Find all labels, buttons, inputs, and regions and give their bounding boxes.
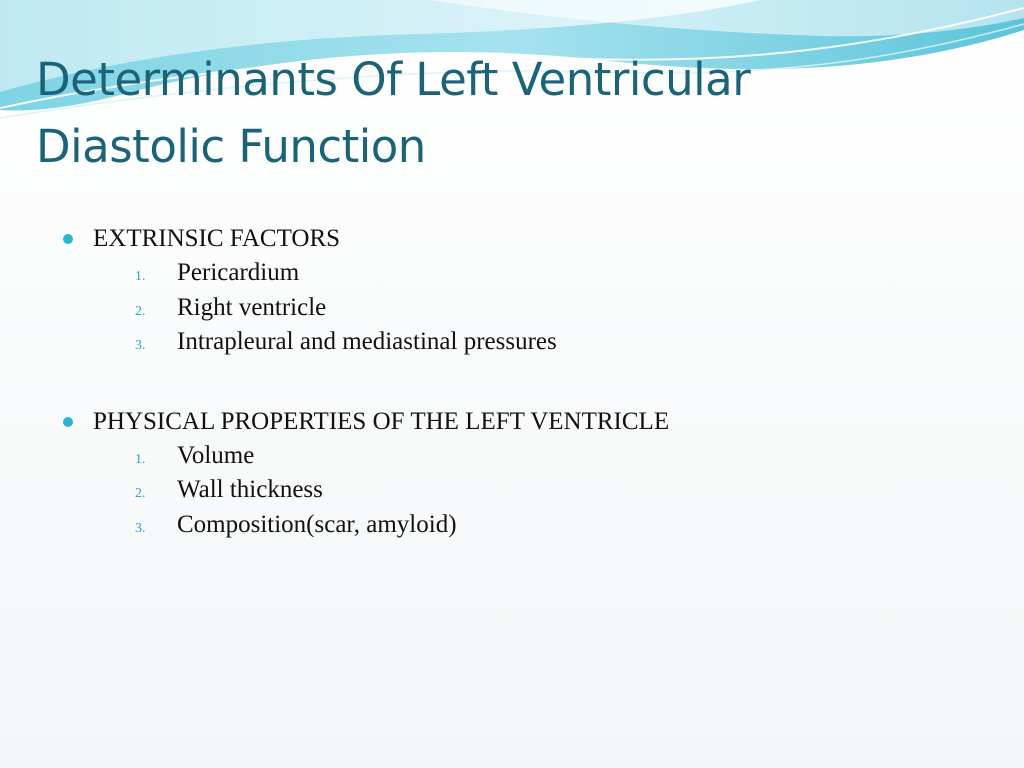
item-text: Composition(scar, amyloid)	[177, 510, 457, 538]
item-text: Pericardium	[177, 259, 300, 286]
item-text: Right ventricle	[177, 293, 327, 321]
bullet-item	[60, 405, 980, 439]
bullet-dot-icon	[63, 234, 73, 244]
item-number: 3.	[135, 520, 146, 536]
item-number: 1.	[135, 269, 146, 284]
section-extrinsic-factors	[60, 222, 980, 360]
numbered-item	[60, 256, 980, 291]
numbered-item	[60, 439, 980, 474]
item-number: 2.	[135, 486, 146, 501]
bullet-heading: EXTRINSIC FACTORS	[93, 225, 341, 252]
bullet-heading: PHYSICAL PROPERTIES OF THE LEFT VENTRICLE	[93, 407, 670, 435]
item-number: 1.	[135, 451, 146, 467]
numbered-item	[60, 291, 980, 326]
bullet-item	[60, 222, 980, 256]
title-line-1: Determinants Of Left Ventricular	[36, 53, 751, 106]
slide-body	[60, 222, 980, 587]
item-number: 2.	[135, 303, 146, 319]
item-number: 3.	[135, 338, 146, 353]
numbered-item	[60, 325, 980, 360]
slide-title	[36, 46, 996, 180]
section-physical-properties	[60, 405, 980, 543]
numbered-item	[60, 508, 980, 543]
item-text: Wall thickness	[177, 476, 323, 503]
numbered-item	[60, 473, 980, 508]
item-text: Intrapleural and mediastinal pressures	[177, 328, 557, 355]
bullet-dot-icon	[63, 417, 73, 427]
item-text: Volume	[177, 441, 255, 469]
title-line-2: Diastolic Function	[36, 120, 426, 173]
